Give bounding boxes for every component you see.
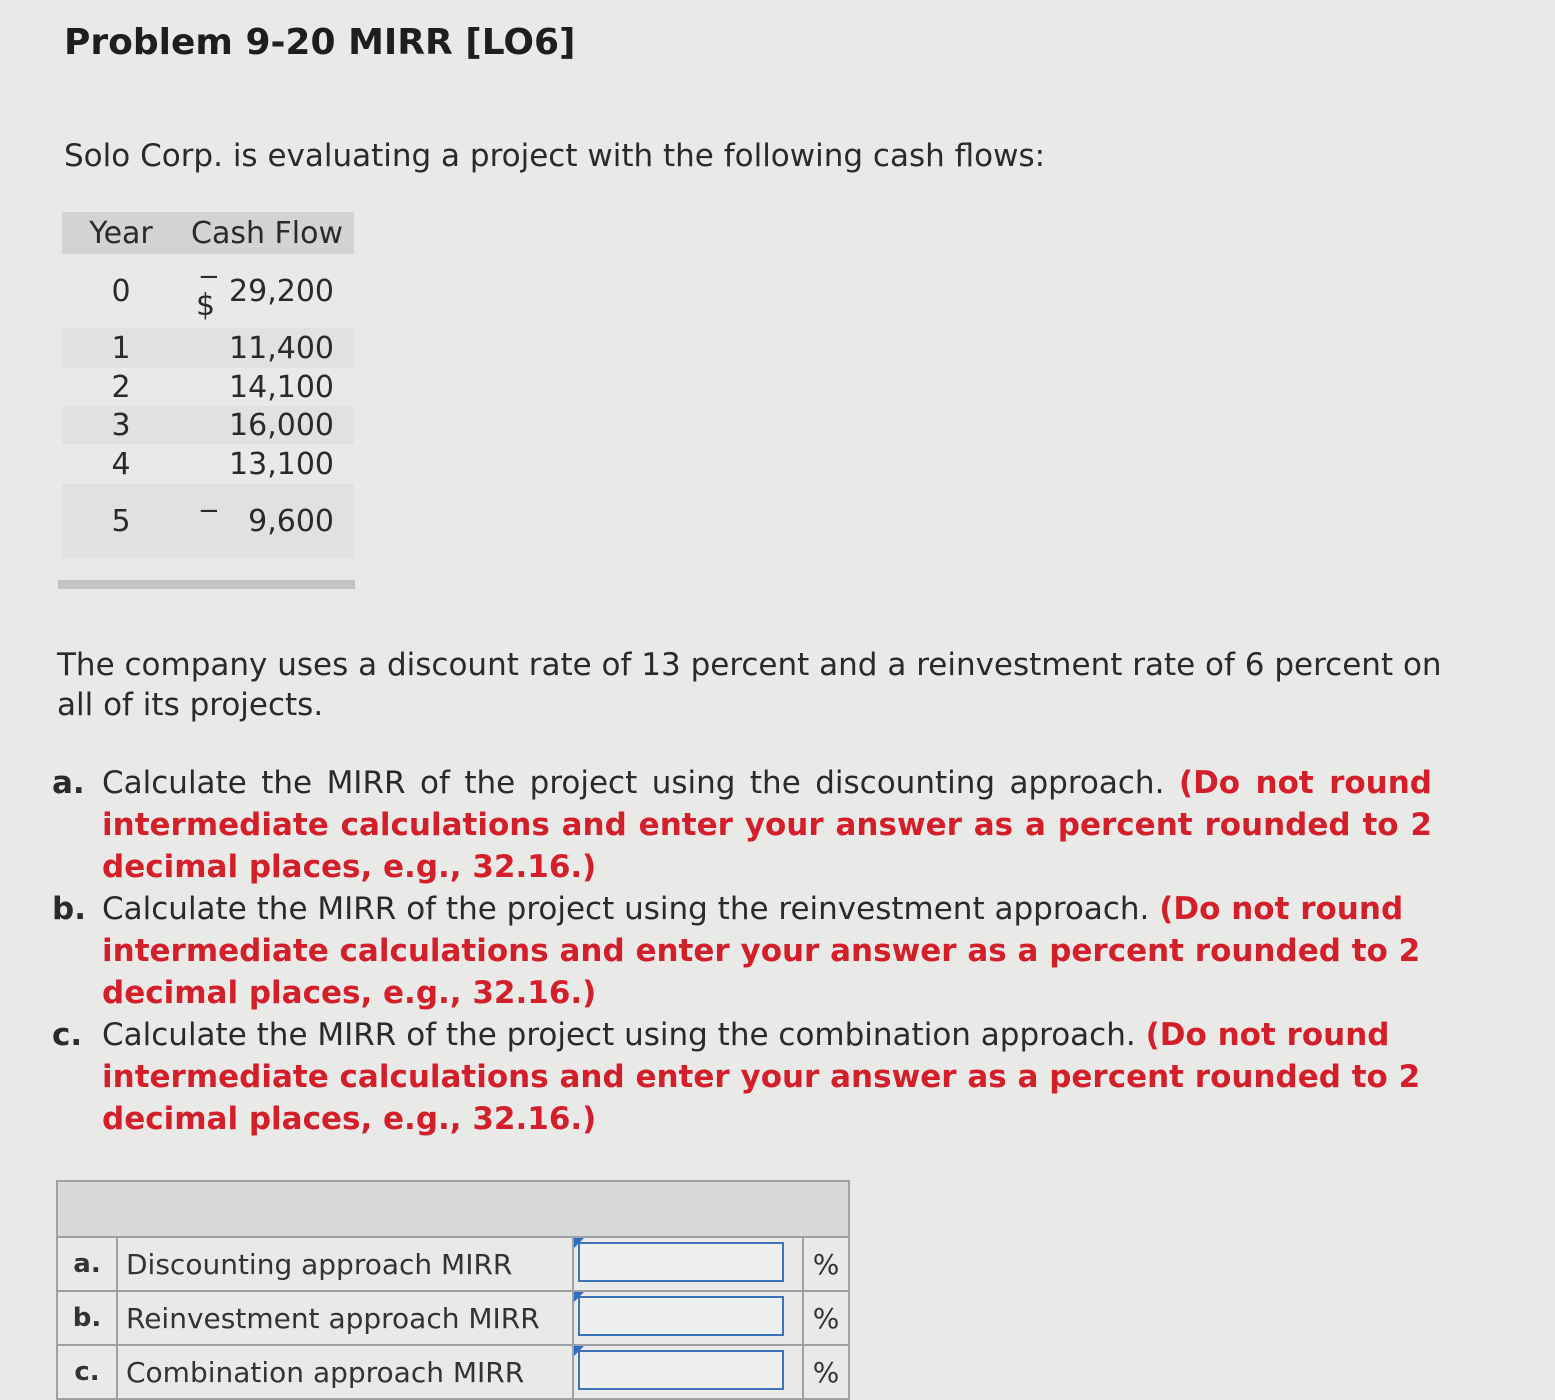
answer-description: Combination approach MIRR — [118, 1346, 574, 1398]
year-cell: 4 — [111, 446, 131, 482]
answer-label: a. — [58, 1238, 118, 1290]
question-label: c. — [52, 1017, 83, 1053]
question-body — [102, 888, 1432, 1014]
percent-unit: % — [812, 1247, 840, 1281]
header-cash-flow: Cash Flow — [191, 215, 343, 251]
question-a — [52, 762, 1432, 888]
table-row — [62, 368, 354, 406]
answer-input-cell — [574, 1238, 804, 1290]
combination-mirr-input[interactable] — [578, 1350, 784, 1390]
cash-flow-value: 13,100 — [229, 446, 334, 482]
table-footer-bar — [58, 580, 355, 589]
cash-flow-value: 16,000 — [229, 407, 334, 443]
year-cell: 3 — [111, 407, 131, 443]
input-flag-icon — [574, 1238, 584, 1248]
cash-flow-cell — [180, 495, 354, 539]
cash-flow-value: 29,200 — [229, 273, 334, 309]
question-label: b. — [52, 891, 86, 927]
answer-table — [56, 1180, 850, 1400]
cash-flow-table — [62, 212, 354, 558]
cash-flow-value: 11,400 — [229, 330, 334, 366]
year-cell: 5 — [111, 503, 131, 539]
question-body — [102, 1014, 1432, 1140]
discounting-mirr-input[interactable] — [578, 1242, 784, 1282]
cash-flow-cell — [180, 261, 354, 323]
cash-flow-table-header — [62, 212, 354, 254]
question-hint: (Do not round intermediate calculations and enter your answer as a percent rounded to 2 decimal places, e.g., 32.16.) — [102, 891, 1421, 1011]
year-cell: 0 — [111, 273, 131, 309]
table-row — [62, 328, 354, 368]
problem-title: Problem 9-20 MIRR [LO6] — [64, 22, 576, 63]
question-hint: (Do not round intermediate calculations and enter your answer as a percent rounded to 2 decimal places, e.g., 32.16.) — [102, 1017, 1421, 1137]
question-text: Calculate the MIRR of the project using the reinvestment approach. — [102, 891, 1150, 927]
table-row — [62, 254, 354, 328]
percent-unit: % — [812, 1355, 840, 1389]
cash-flow-value: 9,600 — [248, 503, 334, 539]
answer-row-a — [58, 1238, 848, 1292]
answer-label: b. — [58, 1292, 118, 1344]
dollar-sign: $ — [196, 287, 216, 323]
percent-unit: % — [812, 1301, 840, 1335]
question-text: Calculate the MIRR of the project using the combination approach. — [102, 1017, 1136, 1053]
question-label: a. — [52, 765, 85, 801]
answer-table-header — [58, 1182, 848, 1238]
answer-description: Discounting approach MIRR — [118, 1238, 574, 1290]
question-b — [52, 888, 1432, 1014]
question-list — [52, 762, 1432, 1140]
negative-sign: − — [198, 261, 220, 292]
table-row — [62, 444, 354, 484]
header-year: Year — [89, 215, 153, 251]
answer-input-cell — [574, 1292, 804, 1344]
answer-row-c — [58, 1346, 848, 1400]
question-c — [52, 1014, 1432, 1140]
answer-row-b — [58, 1292, 848, 1346]
cash-flow-value: 14,100 — [229, 369, 334, 405]
answer-label: c. — [58, 1346, 118, 1398]
input-flag-icon — [574, 1292, 584, 1302]
intro-text: Solo Corp. is evaluating a project with the following cash flows: — [64, 138, 1046, 174]
question-text: Calculate the MIRR of the project using the discounting approach. — [102, 765, 1165, 801]
year-cell: 1 — [111, 330, 131, 366]
negative-sign: − — [198, 495, 220, 526]
table-row — [62, 406, 354, 444]
answer-description: Reinvestment approach MIRR — [118, 1292, 574, 1344]
answer-input-cell — [574, 1346, 804, 1398]
year-cell: 2 — [111, 369, 131, 405]
rates-text: The company uses a discount rate of 13 percent and a reinvestment rate of 6 percent on all of its projects. — [57, 647, 1442, 723]
input-flag-icon — [574, 1346, 584, 1356]
reinvestment-mirr-input[interactable] — [578, 1296, 784, 1336]
table-row — [62, 484, 354, 558]
question-body — [102, 762, 1432, 888]
question-hint: (Do not round intermediate calculations and enter your answer as a percent rounded to 2 decimal places, e.g., 32.16.) — [102, 765, 1432, 885]
